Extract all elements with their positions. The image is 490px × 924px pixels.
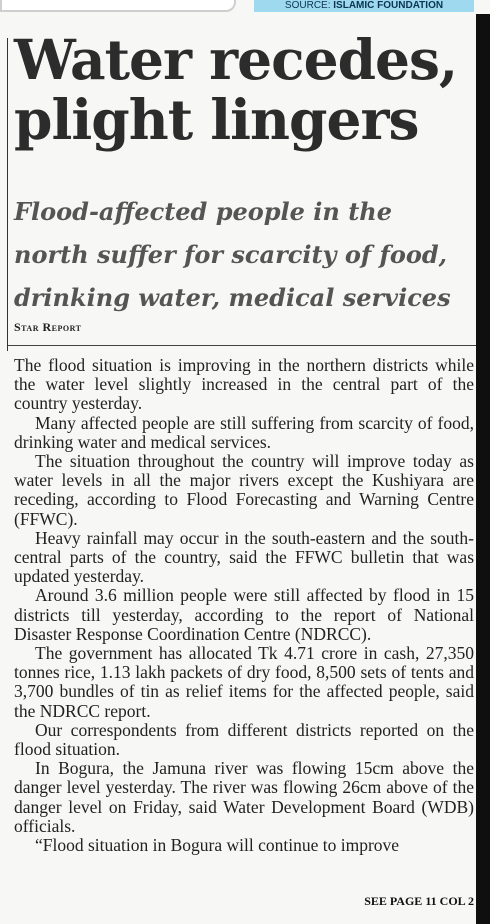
top-bar (0, 0, 490, 14)
headline-line-1: Water recedes, (14, 27, 458, 92)
subhead-line-1: Flood-affected people in the (14, 197, 392, 226)
paragraph: In Bogura, the Jamuna river was flowing 15cm above the danger level yesterday. The river was flowing 26cm above of the danger level on Friday, said Water Development Board (WDB) officials. (14, 758, 474, 836)
paragraph: The flood situation is improving in the northern districts while the water level slightly increased in the central part of the country yesterday. (14, 355, 474, 414)
source-prefix: SOURCE: (284, 0, 334, 11)
byline: Star Report (14, 320, 82, 334)
paragraph: “Flood situation in Bogura will continue to improve (35, 835, 400, 856)
byline-divider (8, 345, 476, 346)
source-name: ISLAMIC FOUNDATION (333, 0, 444, 11)
headline-line-2: plight lingers (14, 87, 419, 152)
paragraph: Around 3.6 million people were still affected by flood in 15 districts till yesterday, according to the report of National Disaster Response Coordination Centre (NDRCC). (14, 585, 474, 644)
paragraph: The government has allocated Tk 4.71 crore in cash, 27,350 tonnes rice, 1.13 lakh packets of dry food, 8,500 sets of tents and 3,700 bundles of tin as relief items for the affected people, said the NDRCC report. (14, 643, 474, 721)
paragraph: Many affected people are still suffering from scarcity of food, drinking water and medical services. (14, 412, 474, 452)
subhead-line-2: north suffer for scarcity of food, (14, 240, 448, 269)
article-body (14, 356, 474, 855)
column-rule (7, 38, 8, 351)
subheadline (14, 190, 484, 319)
paragraph: Heavy rainfall may occur in the south-eastern and the south-central parts of the country, said the FFWC bulletin that was updated yesterday. (14, 527, 474, 587)
continuation-note[interactable]: SEE PAGE 11 COL 2 (364, 894, 474, 908)
source-credit (254, 0, 474, 12)
previous-article-box (0, 0, 236, 12)
headline (14, 27, 484, 152)
paragraph: The situation throughout the country will improve today as water levels in all the major rivers except the Kushiyara are receding, according to Flood Forecasting and Warning Centre (FFWC). (14, 451, 474, 529)
paragraph: Our correspondents from different districts reported on the flood situation. (14, 719, 474, 760)
subhead-line-3: drinking water, medical services (14, 283, 451, 312)
page-edge (476, 14, 490, 924)
